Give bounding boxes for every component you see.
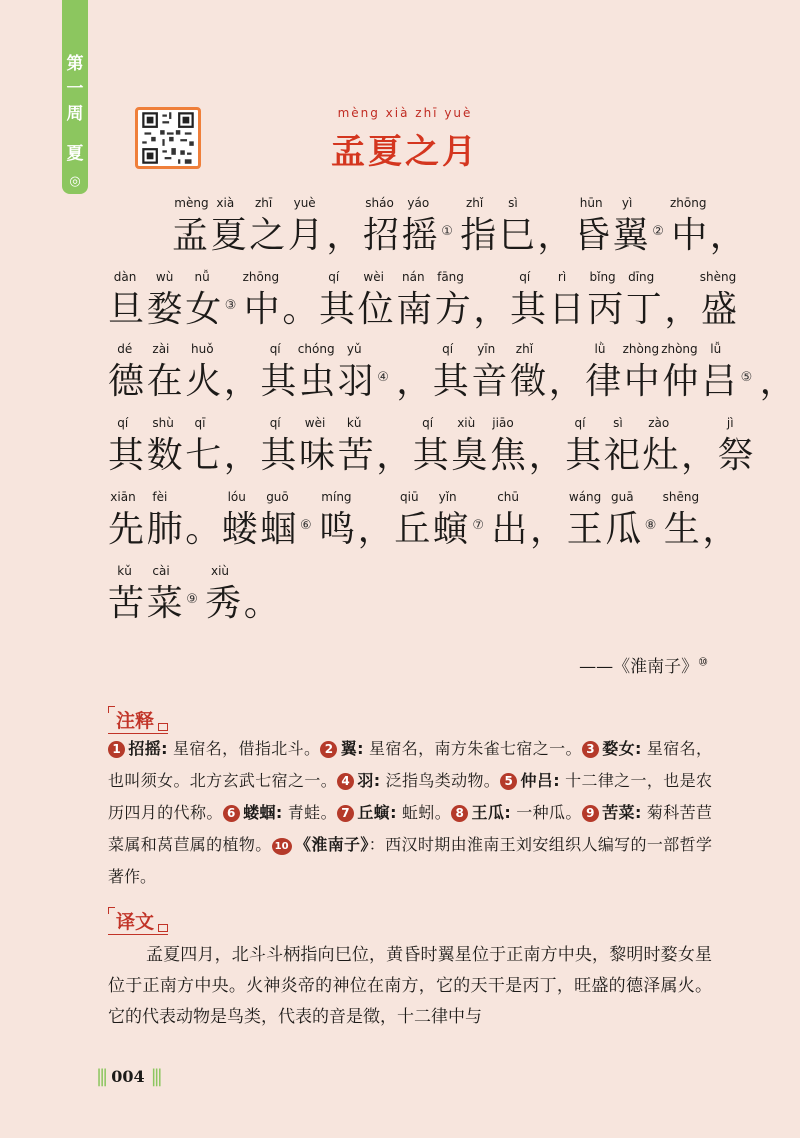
pinyin: xiù (457, 416, 476, 430)
poem-char: 味 (299, 435, 336, 476)
poem-char: 翼 (612, 215, 649, 256)
pinyin: míng (321, 490, 352, 504)
pinyin: qí (574, 416, 586, 430)
pinyin: yì (621, 196, 633, 210)
note-definition: 星宿名，南方朱雀七宿之一。 (363, 739, 582, 758)
poem-char: 旦 (108, 289, 145, 330)
poem-char: 蝼 (221, 509, 258, 550)
poem-punct: ， (357, 509, 394, 550)
week-char-3: 周 (66, 104, 84, 124)
poem-char: 其 (319, 289, 356, 330)
poem-char: 臭 (451, 435, 488, 476)
pinyin: shèng (699, 270, 737, 284)
note-number-badge: 6 (223, 805, 240, 822)
pinyin: jì (726, 416, 734, 430)
poem-char: 指 (460, 215, 497, 256)
note-definition: ：西汉时期由淮南王刘安组织人编写的一部哲学著作。 (108, 835, 712, 886)
pinyin: dé (117, 342, 133, 356)
note-number-badge: 3 (582, 741, 599, 758)
pinyin: wèi (304, 416, 326, 430)
poem-char: 火 (185, 361, 222, 402)
week-char-2: 一 (66, 79, 84, 99)
note-number-badge: 10 (272, 838, 292, 855)
poem-char: 中 (671, 215, 708, 256)
poem-char: 之 (249, 215, 286, 256)
poem-char: 苦 (337, 435, 374, 476)
page-ornament-right-icon: ||| (150, 1066, 160, 1087)
footnote-mark: ⑥ (300, 518, 312, 533)
pinyin: bǐng (589, 270, 616, 284)
pinyin: lóu (227, 490, 246, 504)
poem-char: 摇 (401, 215, 438, 256)
poem-char: 鸣 (319, 509, 356, 550)
pinyin: kǔ (117, 564, 132, 578)
poem-char: 其 (260, 435, 297, 476)
poem-char: 灶 (642, 435, 679, 476)
poem-char: 秀 (205, 583, 242, 624)
poem-char: 方 (434, 289, 471, 330)
pinyin: kǔ (346, 416, 362, 430)
poem-punct: ， (376, 435, 413, 476)
title-pinyin: mèng xià zhī yuè (337, 106, 473, 120)
poem-punct: ， (702, 509, 739, 550)
pinyin: chóng (297, 342, 335, 356)
season-label: 夏 (66, 144, 84, 164)
poem-char: 律 (585, 361, 622, 402)
poem-line (0, 196, 800, 256)
pinyin: qí (422, 416, 434, 430)
poem-char: 苦 (108, 583, 145, 624)
pinyin: nǚ (194, 270, 210, 284)
poem-char: 七 (185, 435, 222, 476)
pinyin: yuè (293, 196, 316, 210)
poem-punct: ， (537, 215, 574, 256)
pinyin: qí (442, 342, 454, 356)
poem-punct: ， (223, 361, 260, 402)
footnote-mark: ⑤ (740, 370, 753, 385)
note-number-badge: 7 (337, 805, 354, 822)
poem-punct: ， (223, 435, 260, 476)
poem-char: 丘 (394, 509, 431, 550)
poem-char: 其 (565, 435, 602, 476)
note-term: 蝼蝈: (242, 803, 283, 822)
note-definition: 菊科苦苣菜属和莴苣属的植物。 (108, 803, 712, 854)
note-term: 婺女: (601, 739, 642, 758)
poem-char: 德 (108, 361, 145, 402)
poem-char: 丙 (587, 289, 624, 330)
pinyin: fèi (152, 490, 168, 504)
note-definition: 十二律之一，也是农历四月的代称。 (108, 771, 712, 822)
page-number: 004 (111, 1067, 145, 1086)
poem-line (0, 270, 800, 330)
note-term: 丘螾: (356, 803, 397, 822)
page-title: 孟夏之月 (331, 132, 479, 172)
pinyin: guā (611, 490, 634, 504)
poem-char: 南 (396, 289, 433, 330)
week-char-1: 第 (66, 54, 84, 74)
page-footer (96, 1066, 160, 1087)
poem-char: 数 (146, 435, 183, 476)
pinyin: zhòng (622, 342, 660, 356)
note-number-badge: 9 (582, 805, 599, 822)
poem-char: 夏 (210, 215, 247, 256)
pinyin: yǔ (346, 342, 362, 356)
pinyin: dàn (113, 270, 137, 284)
qr-code-icon (138, 110, 198, 166)
pinyin: wèi (363, 270, 384, 284)
poem-char: 蝈 (260, 509, 297, 550)
poem-char: 祀 (603, 435, 640, 476)
pinyin: huǒ (191, 342, 214, 356)
note-item (337, 771, 500, 790)
pinyin: guō (266, 490, 289, 504)
source-footnote-mark: ⑩ (698, 655, 708, 669)
pinyin: xià (216, 196, 235, 210)
pinyin: fāng (437, 270, 464, 284)
note-term: 翼: (340, 739, 364, 758)
poem-char: 巳 (498, 215, 535, 256)
poem-line (0, 342, 800, 402)
poem-char: 盛 (701, 289, 738, 330)
poem-char: 焦 (490, 435, 527, 476)
note-term: 羽: (357, 771, 381, 790)
pinyin: wáng (568, 490, 602, 504)
poem-char: 肺 (146, 509, 183, 550)
poem-char: 羽 (337, 361, 374, 402)
pinyin: qī (194, 416, 206, 430)
poem-char: 其 (412, 435, 449, 476)
title-block (320, 106, 490, 173)
pinyin: hūn (579, 196, 603, 210)
pinyin: yǐn (438, 490, 457, 504)
pinyin: jiāo (492, 416, 514, 430)
pinyin: yáo (407, 196, 430, 210)
pinyin: yīn (477, 342, 496, 356)
pinyin: zhī (255, 196, 273, 210)
poem-punct: 。 (282, 289, 319, 330)
poem-punct: ， (528, 435, 565, 476)
pinyin: sháo (365, 196, 394, 210)
poem-char: 在 (146, 361, 183, 402)
poem-punct: ， (473, 289, 510, 330)
pinyin: lǚ (710, 342, 722, 356)
footnote-mark: ⑨ (186, 592, 198, 607)
note-term: 《淮南子》 (294, 835, 369, 854)
poem-char: 徵 (510, 361, 547, 402)
note-number-badge: 5 (500, 773, 517, 790)
pinyin: zhōng (670, 196, 707, 210)
poem-char: 瓜 (605, 509, 642, 550)
pinyin: xiān (110, 490, 136, 504)
pinyin: sì (613, 416, 623, 430)
poem-char: 其 (260, 361, 297, 402)
poem-char: 其 (432, 361, 469, 402)
note-definition: 星宿名，也叫须女。北方玄武七宿之一。 (108, 739, 712, 790)
page-ornament-left-icon: ||| (96, 1066, 106, 1087)
pinyin: chū (497, 490, 519, 504)
note-number-badge: 1 (108, 741, 125, 758)
poem-char: 昏 (574, 215, 611, 256)
pinyin: mèng (174, 196, 209, 210)
pinyin: zhǐ (515, 342, 534, 356)
poem-char: 生 (663, 509, 700, 550)
qr-code[interactable] (135, 107, 201, 169)
footnote-mark: ⑦ (472, 518, 485, 533)
note-definition: 一种瓜。 (510, 803, 582, 822)
poem-char: 丁 (625, 289, 662, 330)
note-number-badge: 8 (451, 805, 468, 822)
poem-char: 其 (510, 289, 547, 330)
poem-char: 菜 (146, 583, 183, 624)
pinyin: zhōng (242, 270, 280, 284)
note-definition: 青蛙。 (282, 803, 337, 822)
poem-char: 女 (185, 289, 222, 330)
footnote-mark: ④ (377, 370, 389, 385)
pinyin: shù (152, 416, 174, 430)
note-number-badge: 2 (320, 741, 337, 758)
poem-punct: ， (530, 509, 567, 550)
footnote-mark: ① (441, 224, 453, 239)
season-mark: ◎ (69, 174, 81, 189)
pinyin: wù (155, 270, 174, 284)
poem-char: 其 (108, 435, 145, 476)
source-text: ——《淮南子》 (579, 657, 699, 677)
poem-char: 招 (363, 215, 400, 256)
pinyin: shēng (662, 490, 700, 504)
poem-char: 中 (623, 361, 660, 402)
poem-char: 日 (548, 289, 585, 330)
poem-char: 孟 (172, 215, 209, 256)
pinyin: zào (648, 416, 670, 430)
notes-heading: 注释 (108, 706, 168, 734)
note-term: 仲吕: (520, 771, 560, 790)
pinyin: nán (402, 270, 425, 284)
poem-punct: 。 (243, 583, 280, 624)
note-number-badge: 4 (337, 773, 354, 790)
note-term: 招摇: (128, 739, 168, 758)
pinyin: qí (117, 416, 129, 430)
note-term: 苦菜: (601, 803, 642, 822)
source-citation (579, 652, 708, 677)
poem-char: 月 (287, 215, 324, 256)
pinyin: xiù (211, 564, 230, 578)
translation-text: 孟夏四月，北斗斗柄指向巳位，黄昏时翼星位于正南方中央，黎明时婺女星位于正南方中央。火神炎帝的神位在南方，它的天干是丙丁，旺盛的德泽属火。它的代表动物是鸟类，代表的音是徵，十二律中与 (108, 945, 712, 1027)
poem-char: 婺 (146, 289, 183, 330)
footnote-mark: ② (652, 224, 664, 239)
poem-punct: ， (681, 435, 718, 476)
footnote-mark: ③ (224, 298, 237, 313)
pinyin: qí (328, 270, 340, 284)
poem-char: 虫 (299, 361, 336, 402)
pinyin: lǜ (594, 342, 606, 356)
note-definition: 星宿名，借指北斗。 (167, 739, 321, 758)
poem-char: 吕 (701, 361, 738, 402)
pinyin: qí (519, 270, 531, 284)
translation-heading: 译文 (108, 907, 168, 935)
poem-line (0, 564, 800, 624)
poem-char: 音 (471, 361, 508, 402)
note-item (223, 803, 337, 822)
poem-punct: ， (664, 289, 701, 330)
note-item (451, 803, 582, 822)
poem-char: 王 (566, 509, 603, 550)
pinyin: cài (152, 564, 170, 578)
pinyin: qí (269, 342, 281, 356)
week-tab (62, 0, 88, 194)
pinyin: zhǐ (466, 196, 484, 210)
pinyin: qí (269, 416, 281, 430)
pinyin: zhòng (661, 342, 698, 356)
note-definition: 泛指鸟类动物。 (380, 771, 501, 790)
poem-char: 螾 (432, 509, 469, 550)
poem-char: 位 (357, 289, 394, 330)
poem-char: 仲 (662, 361, 699, 402)
notes-list (108, 733, 712, 893)
poem-char: 祭 (717, 435, 754, 476)
poem-line (0, 416, 800, 476)
pinyin: zài (152, 342, 170, 356)
poem-punct: ， (709, 215, 746, 256)
poem-punct: ， (759, 361, 796, 402)
poem-char: 出 (491, 509, 528, 550)
pinyin: sì (508, 196, 518, 210)
poem-line (0, 490, 800, 550)
note-item (320, 739, 582, 758)
poem-char: 先 (108, 509, 145, 550)
poem-char: 中 (243, 289, 280, 330)
poem-punct: ， (396, 361, 433, 402)
pinyin: rì (557, 270, 567, 284)
footnote-mark: ⑧ (644, 518, 657, 533)
note-term: 王瓜: (471, 803, 511, 822)
note-item (337, 803, 451, 822)
poem-punct: 。 (185, 509, 222, 550)
pinyin: qiū (400, 490, 419, 504)
note-item (108, 739, 320, 758)
pinyin: dīng (628, 270, 655, 284)
poem-punct: ， (548, 361, 585, 402)
note-definition: 蚯蚓。 (396, 803, 452, 822)
poem-punct: ， (326, 215, 363, 256)
